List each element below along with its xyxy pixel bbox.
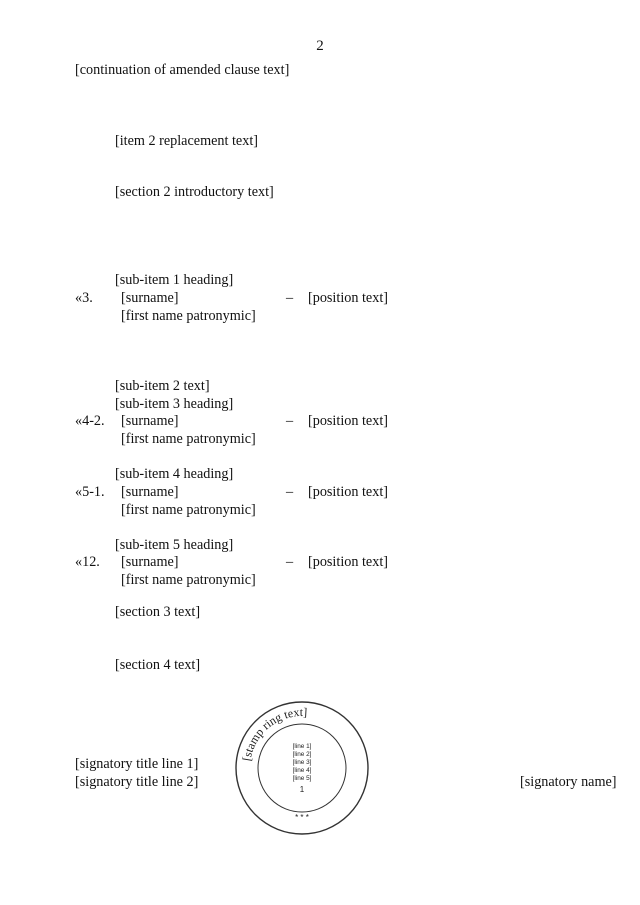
- section-3-paragraph: [75, 604, 615, 622]
- entry-dash: –: [286, 290, 294, 306]
- item-2-paragraph-text: [item 2 replacement text]: [115, 133, 258, 149]
- signatory-title-line-1: [signatory title line 1]: [75, 756, 199, 772]
- sub-3-heading-text: [sub-item 3 heading]: [115, 396, 234, 412]
- sub-1-heading-text: [sub-item 1 heading]: [115, 272, 234, 288]
- entry-surname: [surname]: [121, 484, 179, 500]
- entry-number: «3.: [75, 290, 93, 306]
- official-stamp: [232, 698, 372, 838]
- section-4-paragraph: [75, 657, 615, 675]
- entry-4-2: [75, 413, 615, 448]
- entry-dash: –: [286, 554, 294, 570]
- entry-surname: [surname]: [121, 290, 179, 306]
- stamp-line-2: [line 2]: [292, 751, 312, 758]
- stamp-number: 1: [299, 785, 305, 794]
- entry-number: «4-2.: [75, 413, 105, 429]
- stamp-line-5: [line 5]: [292, 775, 312, 782]
- entry-role: [position text]: [308, 290, 388, 306]
- sub-1-heading: [75, 272, 615, 290]
- sub-5-heading: [75, 537, 615, 555]
- entry-number: «5-1.: [75, 484, 105, 500]
- entry-role: [position text]: [308, 554, 388, 570]
- entry-number: «12.: [75, 554, 100, 570]
- sub-3-heading: [75, 396, 615, 414]
- stamp-line-1: [line 1]: [292, 743, 312, 750]
- stamp-stars: * * *: [295, 813, 309, 822]
- entry-given-names: [first name patronymic]: [121, 430, 256, 447]
- section-2-paragraph: [75, 184, 615, 202]
- stamp-line-3: [line 3]: [292, 759, 312, 766]
- entry-3: [75, 290, 615, 325]
- entry-given-names: [first name patronymic]: [121, 501, 256, 518]
- section-2-paragraph-text: [section 2 introductory text]: [115, 184, 274, 200]
- stamp-ring-text: [stamp ring text]: [239, 704, 308, 762]
- signatory-name: [signatory name]: [520, 774, 617, 790]
- signatory-title-line-2: [signatory title line 2]: [75, 773, 199, 790]
- entry-role: [position text]: [308, 413, 388, 429]
- section-3-paragraph-text: [section 3 text]: [115, 604, 201, 620]
- sub-4-heading-text: [sub-item 4 heading]: [115, 466, 234, 482]
- intro-paragraph: [75, 62, 615, 80]
- page-number: 2: [316, 38, 324, 54]
- entry-role: [position text]: [308, 484, 388, 500]
- section-4-paragraph-text: [section 4 text]: [115, 657, 201, 673]
- intro-paragraph-text: [continuation of amended clause text]: [75, 62, 290, 78]
- entry-given-names: [first name patronymic]: [121, 571, 256, 588]
- sub-4-heading: [75, 466, 615, 484]
- entry-dash: –: [286, 484, 294, 500]
- sub-5-heading-text: [sub-item 5 heading]: [115, 537, 234, 553]
- entry-5-1: [75, 484, 615, 519]
- sub-2-text: [sub-item 2 text]: [115, 378, 210, 394]
- item-2-paragraph: [75, 133, 615, 151]
- entry-surname: [surname]: [121, 413, 179, 429]
- signatory-title: [75, 756, 198, 791]
- sub-2: [75, 378, 615, 396]
- entry-12: [75, 554, 615, 589]
- entry-given-names: [first name patronymic]: [121, 307, 256, 324]
- entry-dash: –: [286, 413, 294, 429]
- entry-surname: [surname]: [121, 554, 179, 570]
- stamp-line-4: [line 4]: [292, 767, 312, 774]
